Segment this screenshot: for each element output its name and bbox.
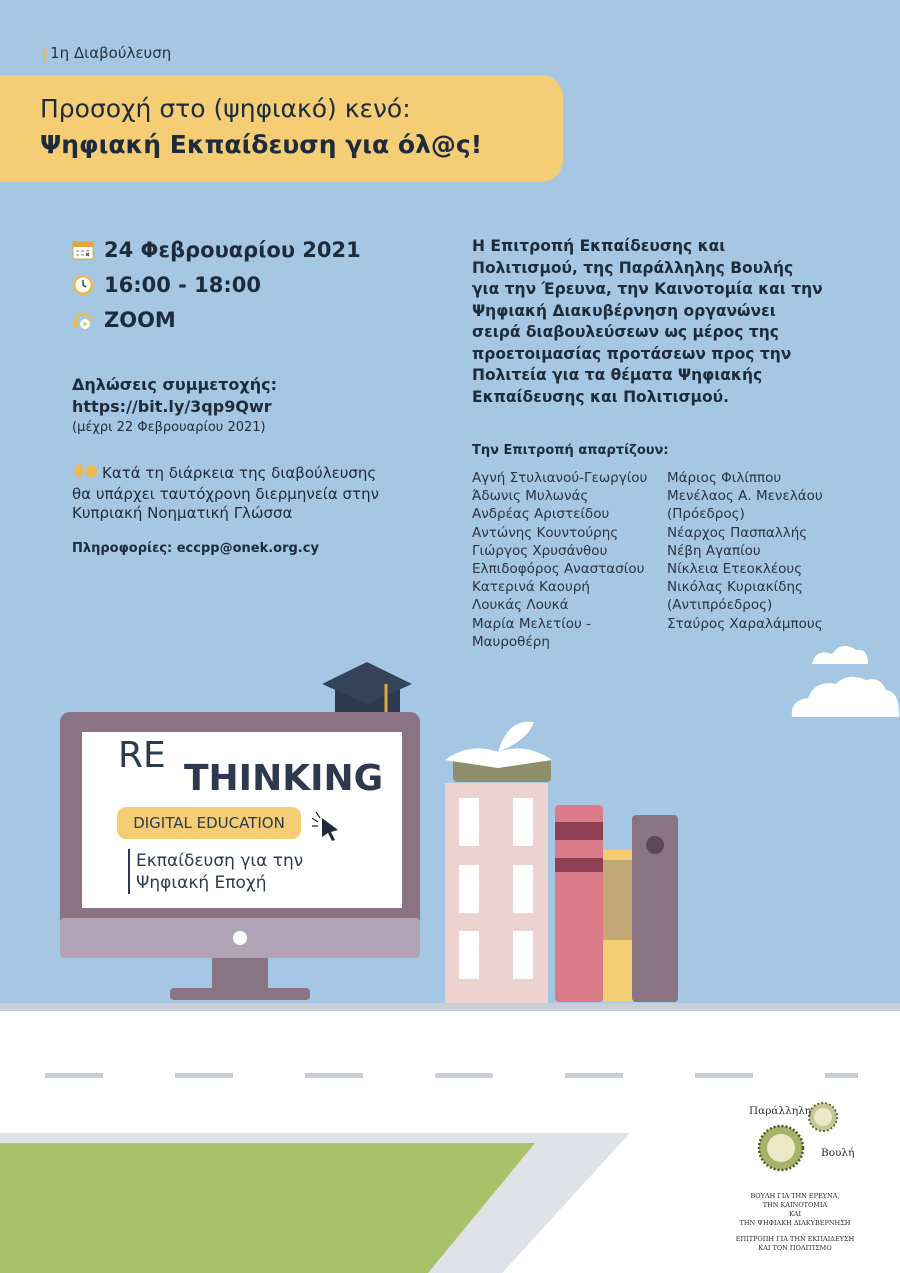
committee-title: Την Επιτροπή απαρτίζουν: bbox=[472, 443, 669, 458]
registration-title: Δηλώσεις συμμετοχής: bbox=[72, 375, 277, 394]
member-role: (Αντιπρόεδρος) bbox=[667, 597, 773, 614]
member-name: Νέαρχος Πασπαλλής bbox=[667, 524, 808, 541]
member-name: Μενέλαος Α. Μενελάου bbox=[667, 488, 823, 505]
digital-education-label: DIGITAL EDUCATION bbox=[133, 814, 285, 832]
member-name: Λουκάς Λουκά bbox=[472, 597, 569, 614]
logo-committee: ΕΠΙΤΡΟΠΗ ΓΙΑ ΤΗΝ ΕΚΠΑΙΔΕΥΣΗ ΚΑΙ ΤΟΝ ΠΟΛΙΤΙΣΜΟ bbox=[735, 1235, 855, 1252]
sign-language-note: Κατά τη διάρκεια της διαβούλευσης θα υπάρχει ταυτόχρονη διερμηνεία στην Κυπριακή Νοηματική Γλώσσα bbox=[72, 464, 379, 522]
intro-paragraph: Η Επιτροπή Εκπαίδευσης και Πολιτισμού, της Παράλληλης Βουλής για την Έρευνα, την Καινοτομία και την Ψηφιακή Διακυβέρνηση οργανώνει σειρά διαβουλεύσεων ως μέρος της προετοιμασίας προτάσεων προς την Πολιτεία για τα θέματα Ψηφιακής Εκπαίδευσης και Πολιτισμού. bbox=[472, 237, 823, 406]
member-name: Νέβη Αγαπίου bbox=[667, 542, 761, 559]
registration-link[interactable]: https://bit.ly/3qp9Qwr bbox=[72, 397, 272, 416]
member-name: Γιώργος Χρυσάνθου bbox=[472, 542, 608, 559]
event-platform: ZOOM bbox=[72, 308, 176, 332]
registration-deadline: (μέχρι 22 Φεβρουαρίου 2021) bbox=[72, 420, 266, 435]
title-line-2: Ψηφιακή Εκπαίδευση για όλ@ς! bbox=[40, 130, 483, 159]
logo-caption: ΒΟΥΛΗ ΓΙΑ ΤΗΝ ΕΡΕΥΝΑ, ΤΗΝ ΚΑΙΝΟΤΟΜΙΑ ΚΑΙ ΤΗΝ ΨΗΦΙΑΚΗ ΔΙΑΚΥΒΕΡΝΗΣΗ bbox=[739, 1192, 851, 1227]
member-name: Μαρία Μελετίου - bbox=[472, 615, 592, 632]
member-name: Ανδρέας Αριστείδου bbox=[472, 506, 610, 523]
event-date: 24 Φεβρουαρίου 2021 bbox=[72, 238, 361, 262]
cloud-right bbox=[792, 677, 899, 717]
contact-info: Πληροφορίες: eccpp@onek.org.cy bbox=[72, 541, 319, 556]
rethinking-thinking: THINKING bbox=[184, 758, 384, 799]
member-name: Αντώνης Κουντούρης bbox=[472, 524, 619, 541]
member-name: Μάριος Φιλίππου bbox=[667, 470, 782, 486]
member-role: (Πρόεδρος) bbox=[667, 506, 745, 523]
member-name: Ελπιδοφόρος Αναστασίου bbox=[472, 561, 645, 578]
subtitle-bar bbox=[128, 849, 130, 894]
cloud-small bbox=[812, 646, 868, 664]
title-line-1: Προσοχή στο (ψηφιακό) κενό: bbox=[40, 94, 411, 123]
rethinking-subtitle: Εκπαίδευση για την Ψηφιακή Εποχή bbox=[136, 851, 304, 893]
member-name: Νικόλας Κυριακίδης bbox=[667, 579, 803, 596]
member-name: Κατερινά Καουρή bbox=[472, 579, 590, 596]
rethinking-re: RE bbox=[118, 735, 166, 776]
book-stack bbox=[445, 722, 678, 1003]
series-label: | 1η Διαβούλευση bbox=[42, 44, 172, 62]
member-name: Αγνή Στυλιανού-Γεωργίου bbox=[472, 470, 648, 486]
member-name: Άδωνις Μυλωνάς bbox=[472, 488, 589, 505]
member-name: Μαυροθέρη bbox=[472, 633, 550, 650]
logo-bottom: Βουλή bbox=[821, 1147, 855, 1159]
event-time: 16:00 - 18:00 bbox=[72, 273, 261, 297]
member-name: Σταύρος Χαραλάμπους bbox=[667, 615, 823, 632]
logo-top: Παράλληλη bbox=[749, 1105, 812, 1117]
member-name: Νίκλεια Ετεοκλέους bbox=[667, 561, 803, 578]
series-bar: | bbox=[42, 44, 48, 62]
